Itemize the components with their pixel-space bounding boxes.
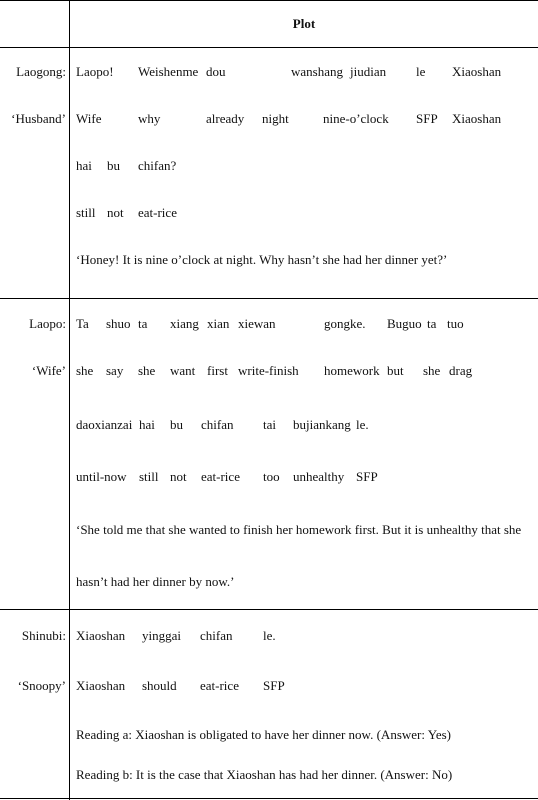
- word: she: [76, 363, 94, 378]
- header-rule: [0, 47, 538, 48]
- word: too: [263, 469, 280, 484]
- word: hai: [139, 417, 155, 432]
- word: chifan: [201, 417, 234, 432]
- word: Weishenme: [138, 64, 199, 79]
- word: SFP: [263, 678, 285, 693]
- word: unhealthy: [293, 469, 345, 484]
- word: should: [142, 678, 177, 693]
- word: tuo: [447, 316, 464, 331]
- word: xiewan: [238, 316, 276, 331]
- reading-a: Reading a: Xiaoshan is obligated to have her dinner now. (Answer: Yes): [76, 727, 451, 742]
- reading-b: Reading b: It is the case that Xiaoshan has had her dinner. (Answer: No): [76, 767, 453, 782]
- word: already: [206, 111, 245, 126]
- word: chifan: [200, 628, 233, 643]
- speaker-gloss: ‘Wife’: [31, 363, 66, 378]
- word: ta: [427, 316, 437, 331]
- word: le.: [356, 417, 369, 432]
- free-translation: ‘Honey! It is nine o’clock at night. Why hasn’t she had her dinner yet?’: [76, 252, 448, 267]
- word: wanshang: [291, 64, 343, 79]
- word: still: [76, 205, 96, 220]
- word: until-now: [76, 469, 127, 484]
- word: ta: [138, 316, 148, 331]
- word: dou: [206, 64, 226, 79]
- word: want: [170, 363, 196, 378]
- speaker-gloss: ‘Snoopy’: [17, 678, 66, 693]
- word: SFP: [416, 111, 438, 126]
- word: daoxianzai: [76, 417, 133, 432]
- word: le: [416, 64, 426, 79]
- word: xian: [207, 316, 230, 331]
- speaker-gloss: ‘Husband’: [11, 111, 66, 126]
- word: nine-o’clock: [323, 111, 389, 126]
- word: why: [138, 111, 161, 126]
- word: SFP: [356, 469, 378, 484]
- row-rule-2: [0, 609, 538, 610]
- word: eat-rice: [200, 678, 239, 693]
- word: Xiaoshan: [452, 111, 502, 126]
- word: bu: [107, 158, 120, 173]
- column-header-plot: Plot: [292, 15, 316, 31]
- word: but: [387, 363, 404, 378]
- word: Xiaoshan: [76, 628, 126, 643]
- word: gongke.: [324, 316, 366, 331]
- word: write-finish: [238, 363, 299, 378]
- word: Ta: [76, 316, 89, 331]
- word: jiudian: [350, 64, 387, 79]
- word: say: [106, 363, 124, 378]
- word: bu: [170, 417, 183, 432]
- word: shuo: [106, 316, 131, 331]
- speaker-name: Shinubi:: [21, 628, 66, 643]
- word: bujiankang: [293, 417, 351, 432]
- word: she: [138, 363, 156, 378]
- row-rule-1: [0, 298, 538, 299]
- word: yinggai: [142, 628, 181, 643]
- word: chifan?: [138, 158, 177, 173]
- speaker-name: Laogong:: [16, 64, 66, 79]
- column-divider: [69, 0, 70, 800]
- table-bottom-rule: [0, 798, 538, 799]
- word: she: [423, 363, 441, 378]
- free-translation: ‘She told me that she wanted to finish her homework first. But it is unhealthy that she: [76, 522, 522, 537]
- word: Xiaoshan: [452, 64, 502, 79]
- word: tai: [263, 417, 276, 432]
- free-translation: hasn’t had her dinner by now.’: [76, 574, 235, 589]
- word: Xiaoshan: [76, 678, 126, 693]
- word: still: [139, 469, 159, 484]
- word: Wife: [76, 111, 102, 126]
- word: le.: [263, 628, 276, 643]
- word: eat-rice: [138, 205, 177, 220]
- word: eat-rice: [201, 469, 240, 484]
- word: Buguo: [387, 316, 422, 331]
- word: drag: [449, 363, 473, 378]
- word: not: [170, 469, 187, 484]
- word: not: [107, 205, 124, 220]
- word: xiang: [170, 316, 199, 331]
- speaker-name: Laopo:: [29, 316, 66, 331]
- word: first: [207, 363, 228, 378]
- word: Laopo!: [76, 64, 114, 79]
- word: homework: [324, 363, 380, 378]
- word: night: [262, 111, 289, 126]
- word: hai: [76, 158, 92, 173]
